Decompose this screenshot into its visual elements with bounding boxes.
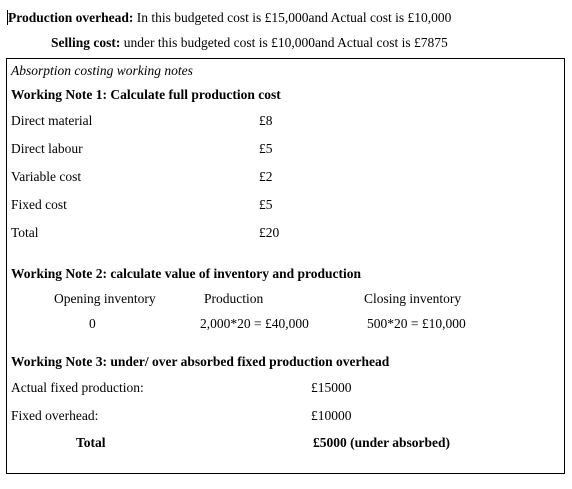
wn3-row-value: £15000: [311, 380, 352, 395]
wn2-header-closing: Closing inventory: [364, 291, 462, 306]
wn1-row-value: £2: [259, 169, 273, 184]
wn2-title: Working Note 2: calculate value of inventory and production: [11, 266, 362, 281]
wn1-row-value: £5: [259, 141, 273, 156]
wn3-title: Working Note 3: under/ over absorbed fixed production overhead: [11, 354, 390, 369]
wn1-row-label: Direct material: [11, 113, 93, 128]
wn2-value-production: 2,000*20 = £40,000: [200, 316, 309, 331]
wn2-header-opening: Opening inventory: [54, 291, 156, 306]
production-overhead-text: In this budgeted cost is £15,000and Actual cost is £10,000: [133, 10, 452, 25]
working-notes-heading: Absorption costing working notes: [11, 63, 193, 78]
wn2-value-closing: 500*20 = £10,000: [367, 316, 466, 331]
wn1-title: Working Note 1: Calculate full production cost: [11, 87, 281, 102]
wn1-total-label: Total: [11, 225, 39, 240]
wn1-row-label: Fixed cost: [11, 197, 67, 212]
wn3-row-label: Actual fixed production:: [11, 380, 144, 395]
wn3-total-value: £5000 (under absorbed): [313, 435, 451, 450]
selling-cost-line: [51, 35, 448, 51]
wn1-row-value: £5: [259, 197, 273, 212]
production-overhead-label: Production overhead:: [8, 10, 134, 25]
wn1-row-label: Direct labour: [11, 141, 83, 156]
wn1-row-label: Variable cost: [11, 169, 82, 184]
production-overhead-line: [8, 10, 451, 26]
wn3-total-label: Total: [76, 435, 106, 450]
wn3-row-value: £10000: [311, 408, 352, 423]
wn1-row-value: £8: [259, 113, 273, 128]
wn2-header-production: Production: [204, 291, 264, 306]
selling-cost-text: under this budgeted cost is £10,000and Actual cost is £7875: [120, 35, 448, 50]
wn1-total-value: £20: [259, 225, 280, 240]
selling-cost-label: Selling cost:: [51, 35, 121, 50]
wn3-row-label: Fixed overhead:: [11, 408, 99, 423]
wn2-value-opening: 0: [89, 316, 96, 331]
